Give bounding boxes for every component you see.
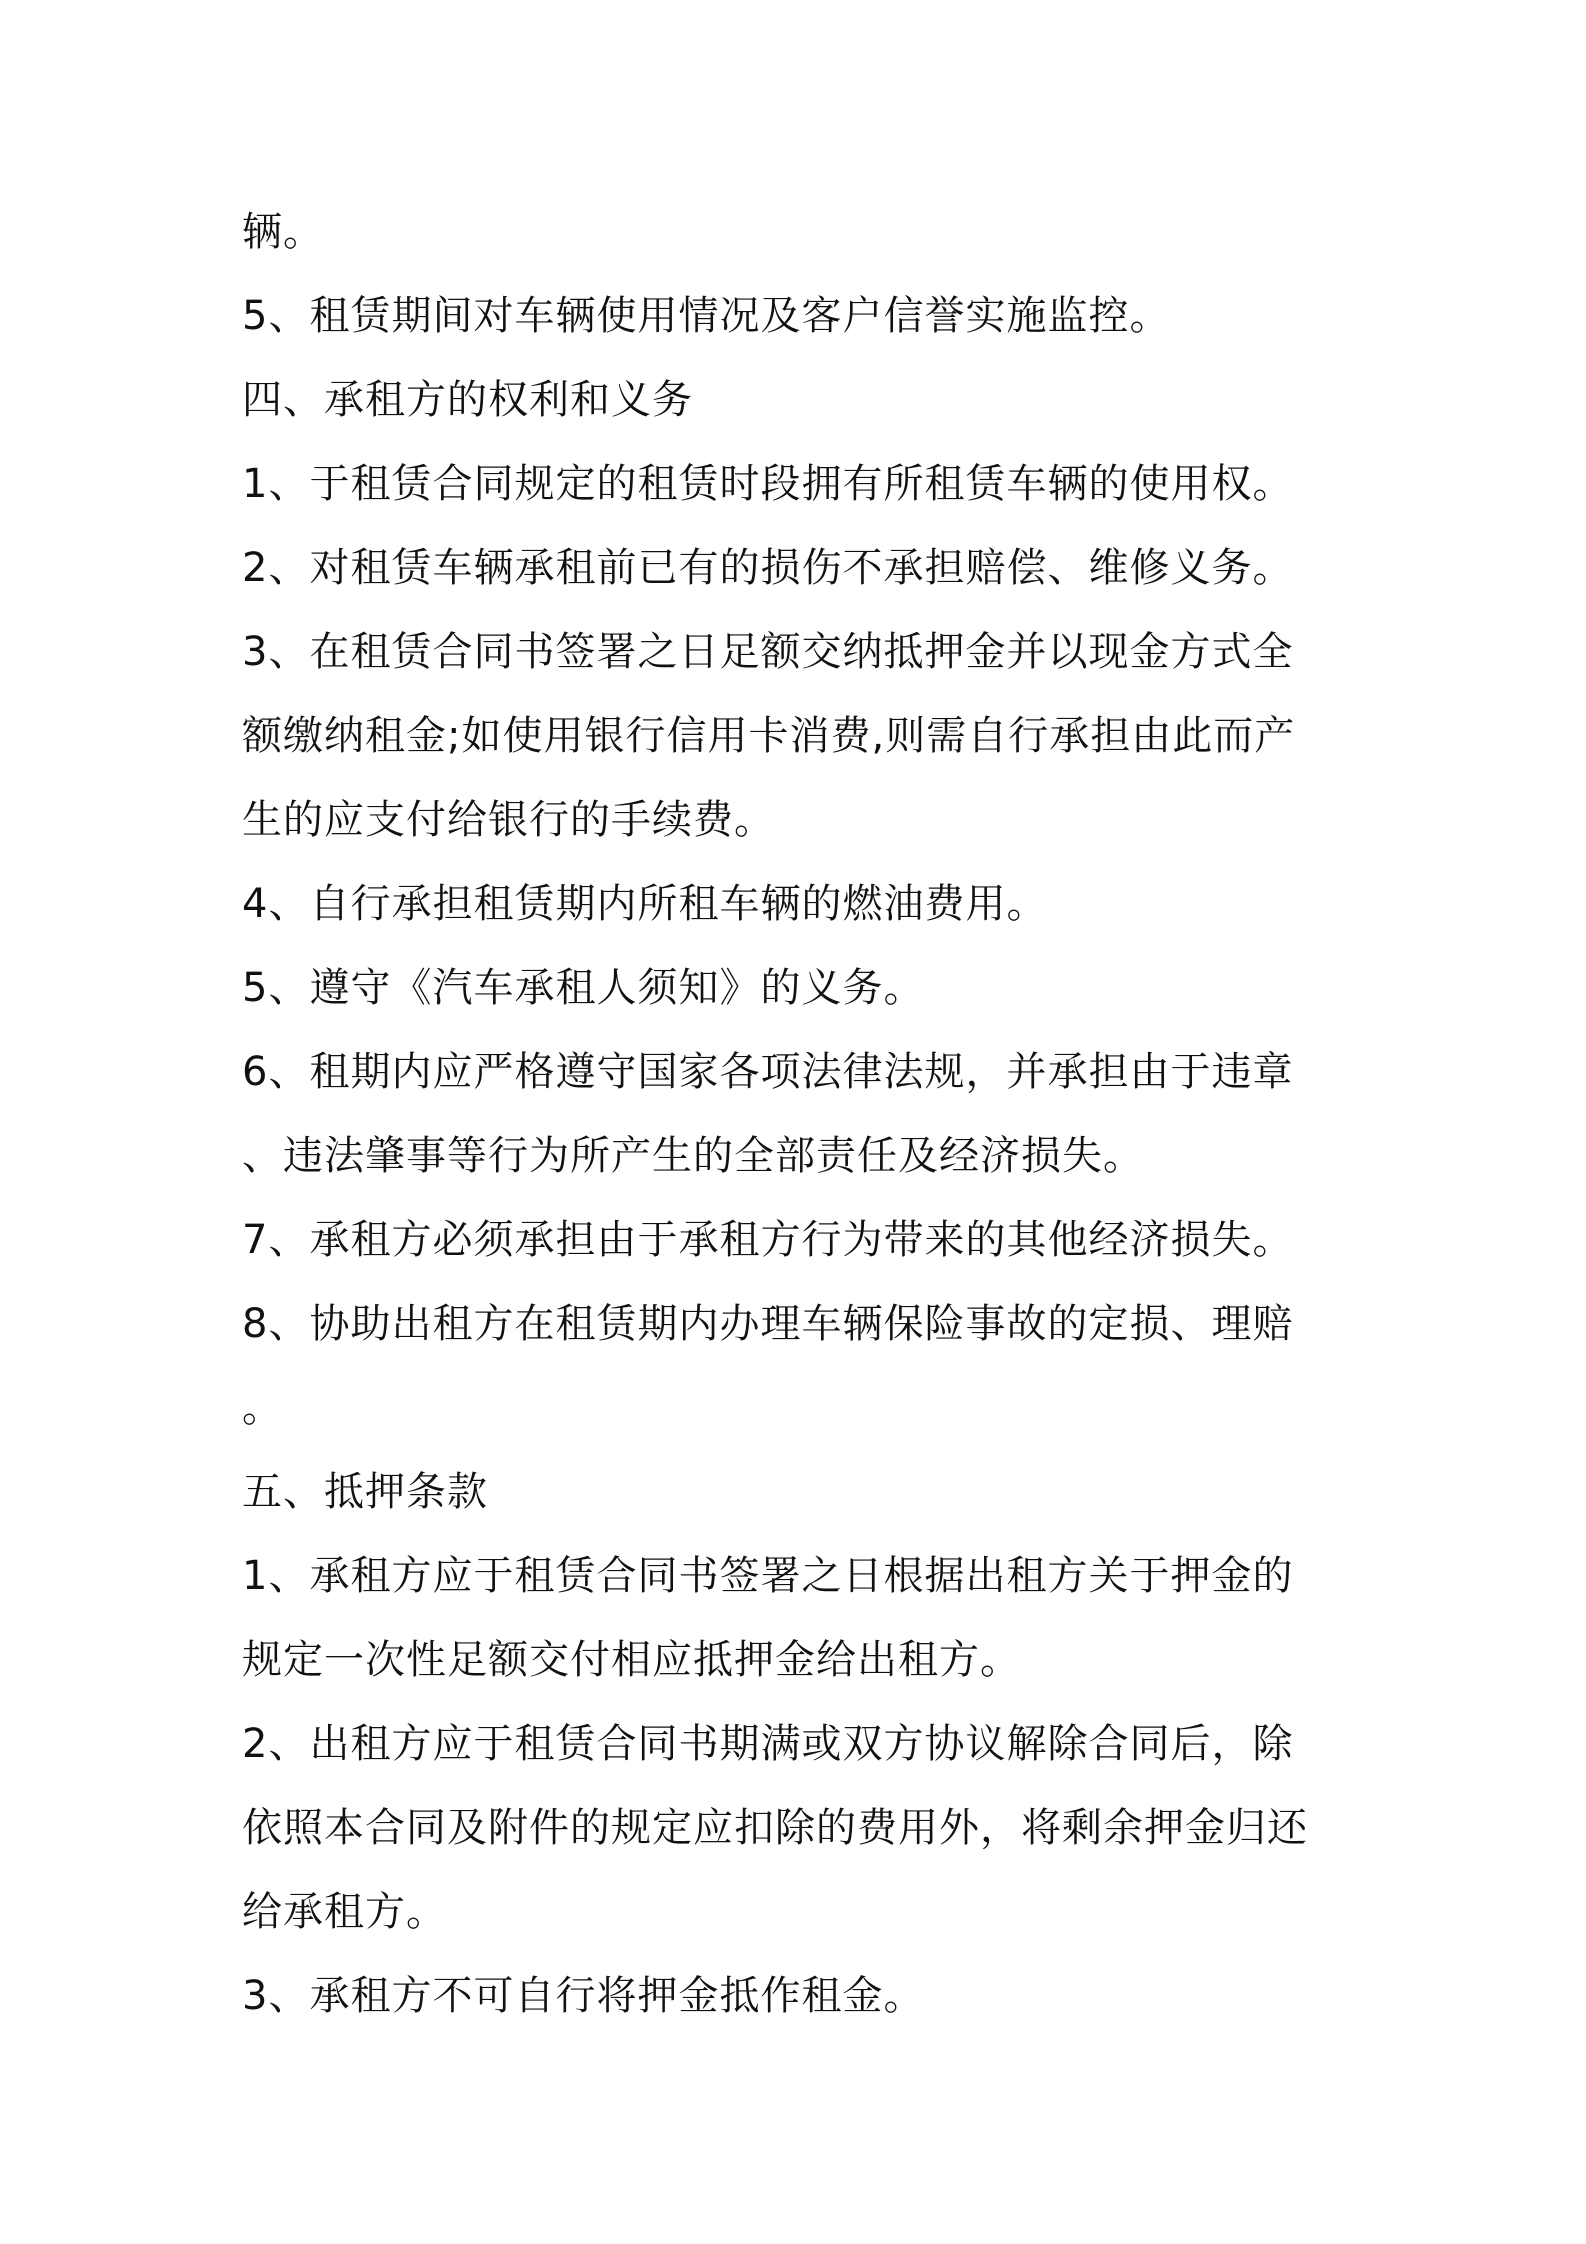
text-line: 辆。 <box>242 209 324 255</box>
contract-text <box>242 190 1362 2038</box>
text-line: 规定一次性足额交付相应抵押金给出租方。 <box>242 1637 1021 1683</box>
text-line: 。 <box>242 1385 283 1431</box>
clause-line: 6、租期内应严格遵守国家各项法律法规，并承担由于违章 <box>242 1049 1294 1095</box>
section-heading: 四、承租方的权利和义务 <box>242 377 693 423</box>
text-line: 给承租方。 <box>242 1889 447 1935</box>
clause-line: 3、在租赁合同书签署之日足额交纳抵押金并以现金方式全 <box>242 629 1294 675</box>
text-line: 、违法肇事等行为所产生的全部责任及经济损失。 <box>242 1133 1144 1179</box>
clause-line: 1、承租方应于租赁合同书签署之日根据出租方关于押金的 <box>242 1553 1294 1599</box>
text-line: 依照本合同及附件的规定应扣除的费用外，将剩余押金归还 <box>242 1805 1308 1851</box>
clause-line: 2、对租赁车辆承租前已有的损伤不承担赔偿、维修义务。 <box>242 545 1294 591</box>
clause-line: 8、协助出租方在租赁期内办理车辆保险事故的定损、理赔 <box>242 1301 1294 1347</box>
clause-line: 3、承租方不可自行将押金抵作租金。 <box>242 1973 925 2019</box>
clause-line: 5、租赁期间对车辆使用情况及客户信誉实施监控。 <box>242 293 1171 339</box>
text-line: 额缴纳租金;如使用银行信用卡消费,则需自行承担由此而产 <box>242 713 1296 759</box>
clause-line: 4、自行承担租赁期内所租车辆的燃油费用。 <box>242 881 1048 927</box>
clause-line: 7、承租方必须承担由于承租方行为带来的其他经济损失。 <box>242 1217 1294 1263</box>
section-heading: 五、抵押条款 <box>242 1469 488 1515</box>
clause-line: 1、于租赁合同规定的租赁时段拥有所租赁车辆的使用权。 <box>242 461 1294 507</box>
text-line: 生的应支付给银行的手续费。 <box>242 797 775 843</box>
clause-line: 2、出租方应于租赁合同书期满或双方协议解除合同后，除 <box>242 1721 1294 1767</box>
clause-line: 5、遵守《汽车承租人须知》的义务。 <box>242 965 925 1011</box>
